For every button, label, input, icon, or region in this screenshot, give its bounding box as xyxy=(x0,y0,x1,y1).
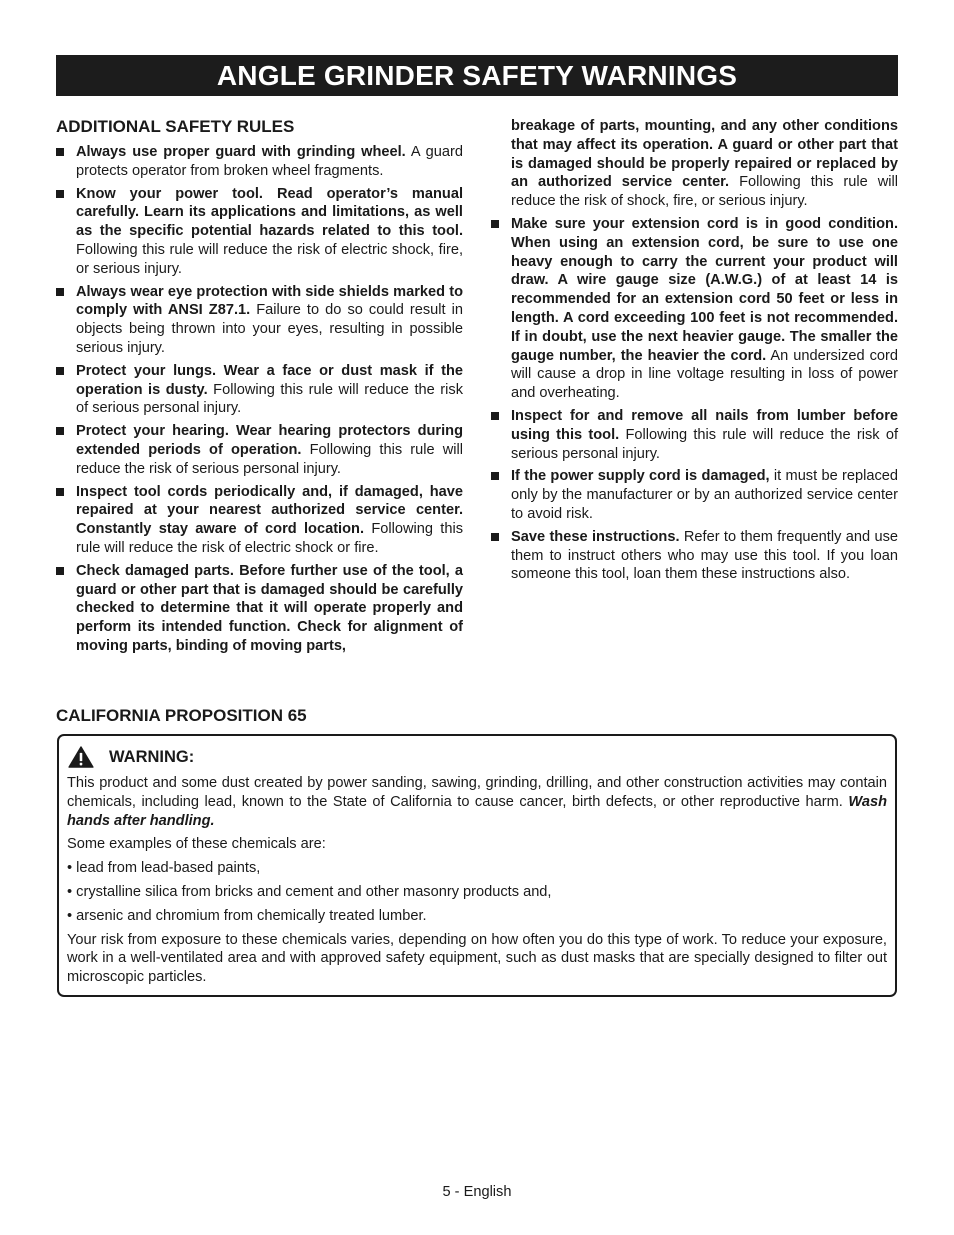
rule-item xyxy=(491,215,898,403)
rule-bold: Check damaged parts. Before further use of the tool, a guard or other part that is damaged should be carefully checked to determine that it will operate properly and perform its intended function. Check for alignment of moving parts, binding of moving parts, xyxy=(76,562,463,654)
rule-bold: Inspect for and remove all nails from lumber before using this tool. xyxy=(511,407,898,443)
rule-bold: Know your power tool. Read operator’s manual carefully. Learn its applications and limitations, as well as the specific potential hazards related to this tool. xyxy=(76,185,463,240)
rule-text: Following this rule will reduce the risk of serious personal injury. xyxy=(76,441,463,477)
bullet-square-icon xyxy=(491,528,511,547)
rule-bold: Inspect tool cords periodically and, if damaged, have repaired at your nearest authorized service center. Constantly stay aware of cord location. xyxy=(76,483,463,538)
example-item: • lead from lead-based paints, xyxy=(67,860,261,877)
right-column xyxy=(491,117,898,588)
bullet-square-icon xyxy=(56,185,76,204)
rule-item xyxy=(56,143,463,181)
bullet-square-icon xyxy=(56,483,76,502)
examples-intro: Some examples of these chemicals are: xyxy=(67,836,326,853)
left-column xyxy=(56,117,463,660)
rule-text: Following this rule will reduce the risk of serious personal injury. xyxy=(511,426,898,462)
page-number: 5 - English xyxy=(442,1184,512,1200)
warning-label: WARNING: xyxy=(109,747,195,766)
rule-bold: Make sure your extension cord is in good condition. When using an extension cord, be sure to use one heavy enough to carry the current your product will draw. A wire gauge size (A.W.G.) of at least 14 is recommended for an extension cord 50 feet or less in length. A cord exceeding 100 feet is not recommended. If in doubt, use the next heavier gauge. The smaller the gauge number, the heavier the cord. xyxy=(511,215,898,364)
warning-header xyxy=(67,746,887,768)
rule-text: Following this rule will reduce the risk of serious personal injury. xyxy=(76,381,463,417)
rule-item xyxy=(56,483,463,558)
bullet-square-icon xyxy=(491,467,511,486)
rule-item xyxy=(56,362,463,418)
bullet-square-icon xyxy=(56,143,76,162)
example-item: • crystalline silica from bricks and cement and other masonry products and, xyxy=(67,883,552,900)
rule-bold: If the power supply cord is damaged, xyxy=(511,468,770,485)
bullet-square-icon xyxy=(491,215,511,234)
rule-item xyxy=(56,283,463,358)
rule-bold: Save these instructions. xyxy=(511,528,680,545)
rule-text: it must be replaced only by the manufacturer or by an authorized service center to avoid risk. xyxy=(511,468,898,522)
rule-bold: breakage of parts, mounting, and any other conditions that may affect its operation. A guard or other part that is damaged should be properly repaired or replaced by an authorized service center. xyxy=(511,118,898,191)
rule-bold: Always wear eye protection with side shields marked to comply with ANSI Z87.1. xyxy=(76,283,463,319)
warning-paragraph xyxy=(67,774,887,830)
rule-item xyxy=(56,185,463,279)
bullet-square-icon xyxy=(56,422,76,441)
rule-text: Following this rule will reduce the risk of electric shock, fire, or serious injury. xyxy=(76,241,463,277)
rule-item xyxy=(491,467,898,523)
rule-item xyxy=(56,422,463,478)
bullet-square-icon xyxy=(56,362,76,381)
rule-text: A guard protects operator from broken wheel fragments. xyxy=(76,144,463,179)
rule-item xyxy=(56,562,463,656)
risk-paragraph: Your risk from exposure to these chemicals varies, depending on how often you do this type of work. To reduce your exposure, work in a well-ventilated area and with approved safety equipment, such as dust masks that are specially designed to filter out microscopic particles. xyxy=(67,931,887,986)
rule-text: Failure to do so could result in objects being thrown into your eyes, resulting in possible serious injury. xyxy=(76,302,463,356)
warning-text: This product and some dust created by power sanding, sawing, grinding, drilling, and other construction activities may contain chemicals, including lead, known to the State of California to cause cancer, birth defects, or other reproductive harm. xyxy=(67,775,887,810)
rule-bold: Protect your hearing. Wear hearing protectors during extended periods of operation. xyxy=(76,423,463,458)
warning-emphasis: Wash hands after handling. xyxy=(67,793,887,829)
rule-bold: Always use proper guard with grinding wheel. xyxy=(76,144,406,160)
rule-bold: Protect your lungs. Wear a face or dust mask if the operation is dusty. xyxy=(76,362,463,398)
prop65-warning-box xyxy=(57,734,897,997)
rule-text: Following this rule will reduce the risk of electric shock or fire. xyxy=(76,521,463,556)
bullet-square-icon xyxy=(56,283,76,302)
rule-text: Refer to them frequently and use them to instruct others who may use this tool. If you loan someone this tool, loan them these instructions also. xyxy=(511,528,898,583)
california-prop65-heading: CALIFORNIA PROPOSITION 65 xyxy=(56,706,307,725)
example-item: • arsenic and chromium from chemically treated lumber. xyxy=(67,907,427,924)
bullet-square-icon xyxy=(56,562,76,581)
rule-continuation xyxy=(491,117,898,211)
warning-triangle-icon xyxy=(67,746,95,768)
rule-text: An undersized cord will cause a drop in line voltage resulting in loss of power and overheating. xyxy=(511,347,898,402)
rule-item xyxy=(491,407,898,463)
rule-item xyxy=(491,528,898,584)
bullet-square-icon xyxy=(491,407,511,426)
page-title: ANGLE GRINDER SAFETY WARNINGS xyxy=(56,55,898,96)
additional-safety-heading: ADDITIONAL SAFETY RULES xyxy=(56,117,295,136)
rule-text: Following this rule will reduce the risk of shock, fire, or serious injury. xyxy=(511,174,898,210)
